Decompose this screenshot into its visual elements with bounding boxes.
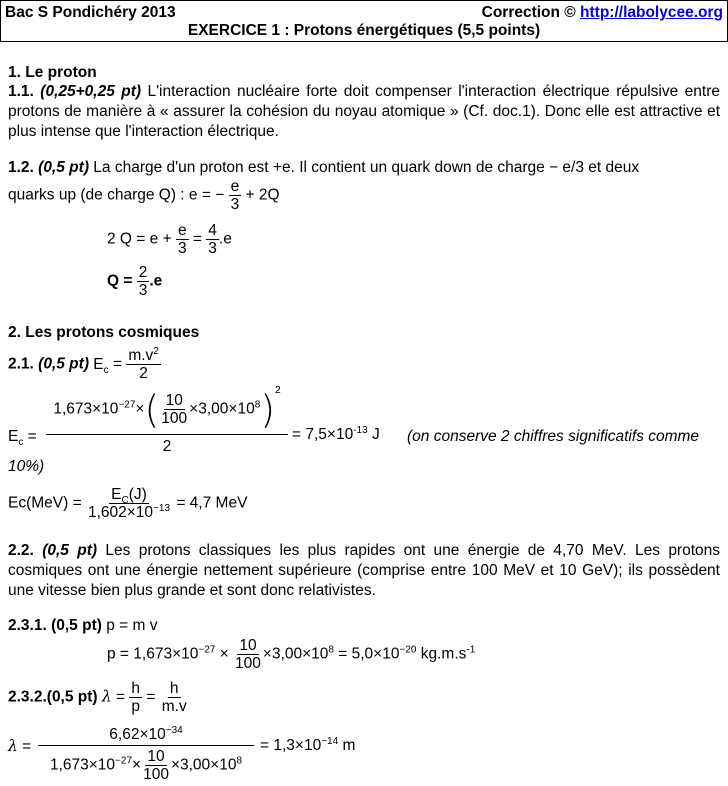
q231-text: p = m v — [101, 617, 158, 634]
h-exp: −34 — [165, 724, 183, 736]
mev-e: E — [111, 486, 122, 503]
frac-num — [109, 486, 149, 507]
q11-text: L'interaction nucléaire forte doit compenser l'interaction électrique répulsive entre protons de manière à « assurer la cohésion du noyau atomique » (Cf. doc.1). Donc elle est attractive et plus intense que l'interaction électrique. — [8, 83, 720, 140]
mv-sup: 2 — [153, 345, 159, 357]
lambda-numerator — [38, 726, 254, 744]
lambda-symbol-2: λ — [8, 737, 18, 755]
p-c: ×3,00×10 — [262, 645, 329, 663]
fraction-e-over-3-b — [176, 222, 189, 257]
ec-unit: J — [367, 426, 380, 443]
q231-number: 2.3.1. (0,5 pt) — [8, 617, 102, 634]
eq1-left: quarks up (de charge Q) : e = − — [8, 186, 225, 204]
l2-result: = 1,3×10 — [260, 737, 322, 754]
fraction-h-over-p — [129, 680, 142, 715]
frac-den: m.v — [161, 698, 187, 715]
ec-fraction-bar — [46, 434, 288, 435]
q22-points: (0,5 pt) — [42, 542, 98, 559]
lambda-denominator — [38, 748, 254, 783]
q231-line — [8, 617, 157, 635]
square-exp: 2 — [275, 385, 281, 397]
eq2-end: .e — [218, 230, 232, 248]
frac-num: 10 — [147, 748, 165, 765]
ec-numerator — [46, 385, 288, 432]
p-result: = 5,0×10 — [333, 645, 400, 663]
frac-den: 3 — [138, 282, 148, 299]
p-c-exp: 8 — [328, 644, 334, 656]
frac-num: 10 — [239, 637, 257, 654]
mev-den: 1,602×10 — [87, 504, 154, 521]
p-unit: kg.m.s — [416, 645, 467, 663]
q12-text: La charge d'un proton est +e. Il contient un quark down de charge − e/3 et deux — [88, 159, 640, 176]
c-exp-2: 8 — [236, 755, 243, 767]
q232-number: 2.3.2.(0,5 pt) — [8, 688, 98, 706]
mev-sub: C — [121, 495, 129, 507]
q22-paragraph — [8, 541, 720, 601]
frac-num: h — [131, 680, 141, 697]
eq3-end: .e — [149, 272, 163, 290]
p-left-exp: −27 — [198, 644, 216, 656]
ec-note: (on conserve 2 chiffres significatifs comme — [407, 428, 700, 445]
ec-result — [292, 426, 380, 444]
mev-line — [8, 486, 247, 521]
q12-equation-2 — [107, 222, 232, 257]
ec-sub: c — [18, 437, 24, 449]
c-exp: 8 — [254, 399, 261, 411]
mass-exp-2: −27 — [115, 755, 133, 767]
mev-unit: (J) — [128, 486, 147, 503]
labolycee-link[interactable]: http://labolycee.org — [580, 4, 723, 21]
fraction-10-over-100-p — [233, 637, 263, 672]
frac-num: 4 — [208, 222, 217, 239]
frac-num: 2 — [138, 264, 148, 281]
credit-prefix: Correction © — [481, 4, 581, 21]
p-times: × — [215, 645, 234, 663]
q21-number: 2.1. — [8, 355, 34, 373]
frac-den — [86, 504, 172, 521]
frac-den: 100 — [235, 655, 261, 672]
q12-equation-1 — [8, 178, 280, 213]
frac-num — [126, 347, 161, 365]
ec-e: E — [8, 428, 19, 445]
ec-res: = 7,5×10 — [292, 426, 354, 443]
fraction-2-over-3 — [137, 264, 150, 299]
fraction-10-over-100 — [159, 392, 189, 427]
section-2-title: 2. Les protons cosmiques — [8, 324, 200, 341]
c-value: ×3,00×10 — [189, 400, 255, 418]
q12-points: (0,5 pt) — [38, 159, 89, 176]
p-unit-exp: -1 — [466, 644, 476, 656]
frac-num: h — [169, 680, 179, 697]
ec-eq: = — [23, 428, 37, 445]
mass-value: 1,673×10 — [53, 400, 119, 418]
frac-den: 3 — [230, 196, 240, 213]
fraction-4-over-3 — [206, 222, 219, 257]
q12-number: 1.2. — [8, 159, 34, 176]
h-value: 6,62×10 — [109, 726, 166, 743]
eq3-left: Q = — [107, 272, 133, 290]
frac-num: e — [177, 222, 187, 239]
ec-note-2: 10%) — [8, 458, 45, 475]
q11-paragraph — [8, 82, 720, 142]
q21-eq: = — [112, 355, 123, 373]
lambda-symbol: λ — [101, 687, 112, 706]
mev-result: = 4,7 MeV — [176, 494, 248, 512]
c-value-2: ×3,00×10 — [170, 756, 237, 774]
left-paren: ( — [144, 387, 160, 432]
frac-den: p — [131, 698, 141, 715]
ec-symbol — [93, 355, 109, 376]
l-eq: = — [116, 688, 126, 706]
q22-text: Les protons classiques les plus rapides ont une énergie de 4,70 MeV. Les protons cosmiques ont une énergie nettement supérieure (comprise entre 100 MeV et 10 GeV); ils possèdent une vitesse bien plus grande et sont donc relativistes. — [8, 542, 721, 599]
fraction-e-over-3 — [229, 178, 242, 213]
header-credit — [482, 4, 723, 22]
frac-den: 3 — [208, 240, 217, 257]
frac-den: 3 — [177, 240, 187, 257]
l2-eq: = — [22, 738, 32, 755]
frac-den: 2 — [139, 365, 148, 382]
frac-num: e — [230, 178, 240, 195]
l-eq2: = — [146, 688, 156, 706]
frac-num: 10 — [165, 392, 183, 409]
section-1-title: 1. Le proton — [8, 64, 97, 81]
fraction-ec-over-e — [86, 486, 172, 521]
right-paren: ) — [260, 387, 276, 432]
times: × — [135, 400, 145, 418]
mev-label: Ec(MeV) = — [8, 494, 82, 512]
ec-label — [8, 428, 37, 449]
p-result-exp: −20 — [399, 644, 417, 656]
q11-number: 1.1. — [8, 83, 34, 100]
lambda-fraction-bar — [38, 745, 254, 746]
q21-line — [8, 347, 161, 382]
times-2: × — [132, 756, 142, 774]
fraction-h-over-mv — [160, 680, 189, 715]
ec-sub: c — [103, 364, 109, 376]
fraction-10-over-100-l — [141, 748, 171, 783]
eq2-mid: = — [192, 230, 202, 248]
q12-paragraph — [8, 158, 720, 178]
lambda-result — [260, 737, 355, 755]
header-title: Bac S Pondichéry 2013 — [5, 4, 176, 21]
ec-res-exp: -13 — [353, 424, 368, 436]
page-header — [0, 0, 728, 42]
mass-exp: −27 — [118, 399, 136, 411]
eq2-left: 2 Q = e + — [107, 230, 172, 248]
mv: m.v — [128, 347, 154, 364]
lambda-label — [8, 737, 31, 756]
p-left: p = 1,673×10 — [107, 645, 199, 663]
fraction-mv2-over-2 — [126, 347, 161, 382]
frac-den: 100 — [161, 410, 188, 427]
q22-number: 2.2. — [8, 542, 34, 559]
q21-points: (0,5 pt) — [38, 355, 89, 373]
p-equation — [107, 637, 475, 672]
frac-den: 100 — [143, 766, 169, 783]
mev-den-exp: −13 — [153, 502, 171, 514]
ec-denominator: 2 — [162, 438, 172, 455]
q12-equation-3 — [107, 264, 162, 299]
eq1-right: + 2Q — [245, 186, 280, 204]
q232-line — [8, 680, 189, 715]
ec-e: E — [93, 355, 104, 373]
l2-result-exp: −14 — [321, 735, 339, 747]
l2-unit: m — [338, 737, 356, 754]
exercise-title: EXERCICE 1 : Protons énergétiques (5,5 points) — [187, 22, 541, 39]
mass-value-2: 1,673×10 — [49, 756, 116, 774]
q11-points: (0,25+0,25 pt) — [40, 83, 142, 100]
